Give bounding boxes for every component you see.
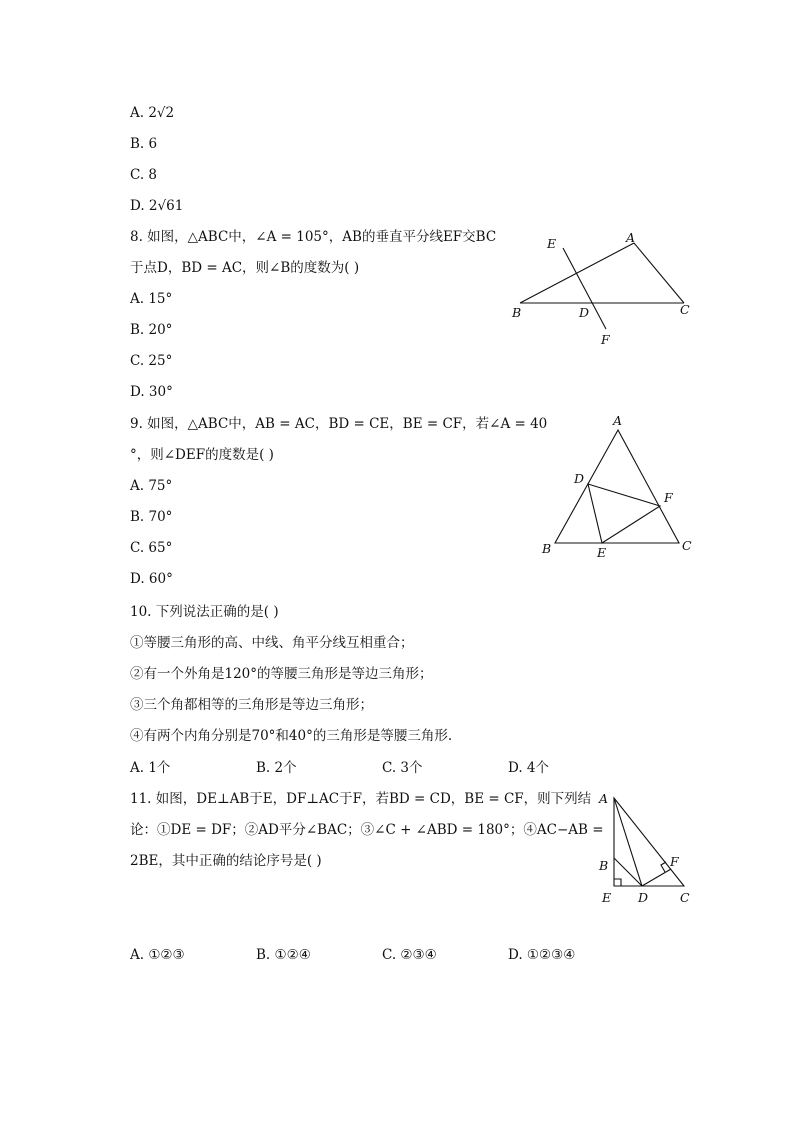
q11-option-b: B. ①②④ — [256, 947, 311, 963]
q9-option-c: C. 65° — [130, 540, 173, 556]
q7-option-d: D. 2√61 — [130, 198, 184, 214]
q11-right-angle-e — [614, 879, 621, 886]
q9-label-a: A — [613, 413, 623, 428]
q11-label-f: F — [670, 854, 679, 869]
q8-stem-line1: 8. 如图，△ABC中，∠A = 105°，AB的垂直平分线EF交BC — [130, 229, 497, 245]
q11-triangle-aec — [614, 798, 684, 886]
q11-figure — [592, 788, 702, 910]
q7-option-c: C. 8 — [130, 167, 158, 183]
q9-stem-line2: °，则∠DEF的度数是( ) — [130, 447, 274, 463]
q8-label-d: D — [579, 305, 590, 320]
q11-right-angle-f — [661, 862, 666, 872]
q9-label-d: D — [574, 471, 585, 486]
q9-label-c: C — [682, 538, 692, 553]
q11-option-d: D. ①②③④ — [508, 947, 576, 963]
q8-label-b: B — [512, 305, 522, 320]
q10-option-b: B. 2个 — [256, 760, 297, 776]
q9-stem-line1: 9. 如图，△ABC中，AB = AC，BD = CE，BE = CF，若∠A = 40 — [130, 416, 548, 432]
q8-segment-ac — [634, 243, 684, 303]
q9-label-b: B — [542, 541, 552, 556]
q9-figure — [535, 410, 700, 565]
q11-segment-ad — [614, 798, 642, 886]
q10-option-c: C. 3个 — [382, 760, 423, 776]
q10-statement-2: ②有一个外角是120°的等腰三角形是等边三角形； — [130, 666, 433, 682]
q8-segment-ab — [520, 243, 634, 303]
q11-label-c: C — [680, 890, 690, 905]
q8-option-a: A. 15° — [130, 291, 173, 307]
q10-option-d: D. 4个 — [508, 760, 550, 776]
q8-option-c: C. 25° — [130, 353, 173, 369]
q8-label-e: E — [547, 236, 557, 251]
q9-label-f: F — [664, 490, 673, 505]
q11-label-d: D — [638, 890, 649, 905]
q11-option-c: C. ②③④ — [382, 947, 437, 963]
q10-stem: 10. 下列说法正确的是( ) — [130, 604, 279, 620]
q8-label-c: C — [680, 302, 690, 317]
q11-stem-line3: 2BE，其中正确的结论序号是( ) — [130, 853, 322, 869]
q9-option-a: A. 75° — [130, 478, 173, 494]
q11-label-b: B — [599, 858, 609, 873]
q9-option-d: D. 60° — [130, 571, 173, 587]
q7-option-a: A. 2√2 — [130, 105, 175, 121]
q9-triangle-abc — [555, 430, 679, 543]
q8-option-d: D. 30° — [130, 384, 173, 400]
q8-label-f: F — [601, 332, 610, 347]
q9-label-e: E — [597, 545, 607, 560]
q10-statement-3: ③三个角都相等的三角形是等边三角形； — [130, 697, 373, 713]
q11-stem-line1: 11. 如图，DE⊥AB于E，DF⊥AC于F，若BD = CD，BE = CF，则下列结 — [130, 791, 592, 807]
q11-option-a: A. ①②③ — [130, 947, 185, 963]
q9-triangle-def — [588, 484, 660, 543]
q9-option-b: B. 70° — [130, 509, 173, 525]
q8-option-b: B. 20° — [130, 322, 173, 338]
q11-label-e: E — [602, 890, 612, 905]
q8-stem-line2: 于点D，BD = AC，则∠B的度数为( ) — [130, 260, 360, 276]
q10-statement-1: ①等腰三角形的高、中线、角平分线互相重合； — [130, 635, 414, 651]
q11-label-a: A — [599, 791, 609, 806]
q8-label-a: A — [626, 230, 636, 245]
q10-option-a: A. 1个 — [130, 760, 171, 776]
q11-stem-line2: 论：①DE = DF；②AD平分∠BAC；③∠C + ∠ABD = 180°；④AC−AB = — [130, 822, 604, 838]
q7-option-b: B. 6 — [130, 136, 158, 152]
q8-figure — [500, 228, 700, 350]
q11-segment-df — [642, 869, 671, 886]
q10-statement-4: ④有两个内角分别是70°和40°的三角形是等腰三角形. — [130, 728, 453, 744]
